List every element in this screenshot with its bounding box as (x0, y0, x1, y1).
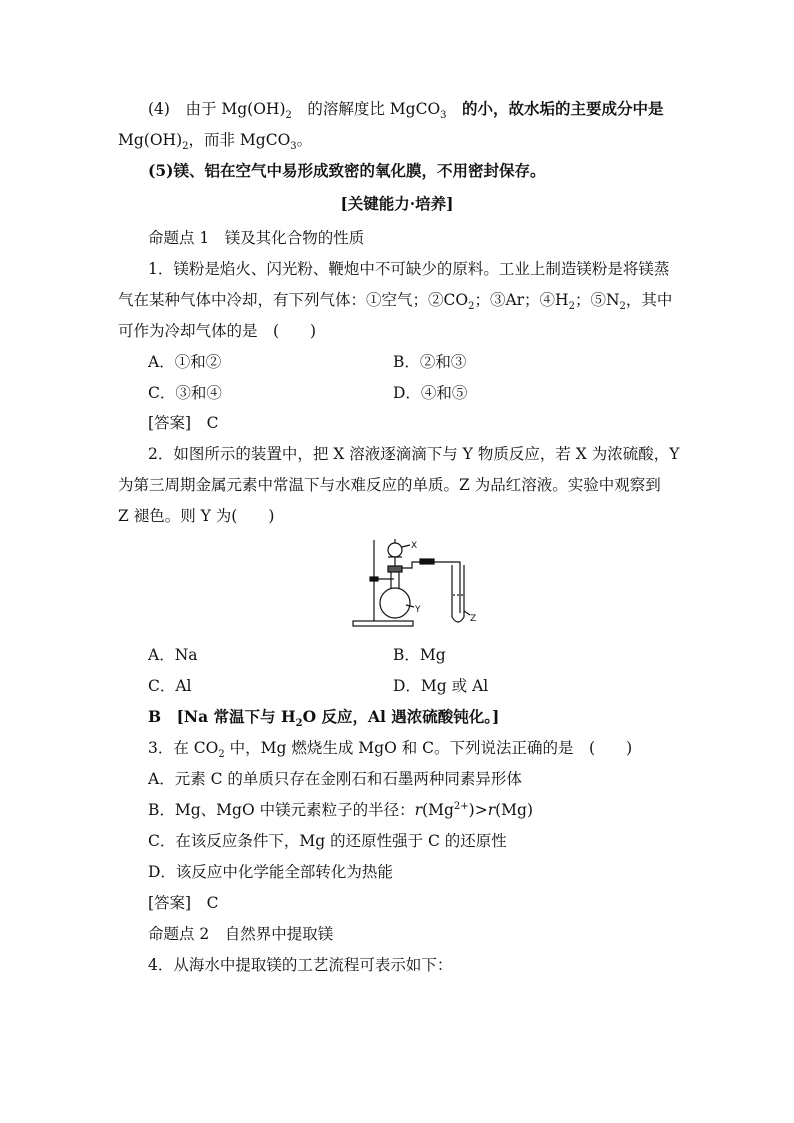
question-3-option-a: A．元素 C 的单质只存在金刚石和石墨两种同素异形体 (148, 770, 522, 788)
question-2-option-c: C．Al (148, 677, 192, 695)
question-1-answer: [答案] C (148, 414, 219, 432)
text: ，而非 MgCO (188, 131, 291, 149)
text: O 反应，Al 遇浓硫酸钝化。] (302, 707, 500, 726)
question-2-option-b: B．Mg (393, 646, 446, 664)
text: 3．在 CO (148, 739, 219, 757)
point-4-line2 (118, 130, 313, 153)
text: )> (468, 801, 488, 819)
topic-2-heading: 命题点 2 自然界中提取镁 (148, 925, 334, 943)
subscript: 2 (218, 749, 225, 761)
apparatus-figure (350, 535, 480, 635)
round-flask (380, 588, 410, 618)
question-3-option-d: D．该反应中化学能全部转化为热能 (148, 863, 393, 881)
text: (Mg) (495, 801, 533, 819)
text: r (487, 801, 496, 819)
subscript: 3 (290, 141, 297, 153)
test-tube (452, 565, 464, 622)
question-4-stem: 4．从海水中提取镁的工艺流程可表示如下： (148, 956, 453, 974)
section-title: [关键能力·培养] (340, 194, 454, 213)
question-3-answer: [答案] C (148, 894, 219, 912)
flask-stopper (388, 566, 402, 572)
text: B．Mg、MgO 中镁元素粒子的半径： (148, 801, 415, 819)
question-3-option-b (148, 800, 533, 820)
topic-1-heading: 命题点 1 镁及其化合物的性质 (148, 229, 365, 247)
question-1-option-a: A．①和② (148, 353, 222, 371)
subscript: 2 (295, 718, 303, 730)
text: (4) 由于 Mg(OH) (148, 100, 286, 118)
question-2-line3: Z 褪色。则 Y 为( ) (118, 507, 275, 525)
stand-base (353, 621, 413, 626)
question-2-line1: 2．如图所示的装置中，把 X 溶液逐滴滴下与 Y 物质反应，若 X 为浓硫酸，Y (148, 445, 680, 463)
question-2-answer (148, 707, 500, 730)
question-3-option-c: C．在该反应条件下，Mg 的还原性强于 C 的还原性 (148, 832, 507, 850)
question-1-line1: 1．镁粉是焰火、闪光粉、鞭炮中不可缺少的原料。工业上制造镁粉是将镁蒸 (148, 260, 670, 278)
text: 。 (296, 131, 313, 149)
point-4-line1 (148, 99, 664, 122)
question-2-line2: 为第三周期金属元素中常温下与水难反应的单质。Z 为品红溶液。实验中观察到 (118, 476, 661, 494)
text: r (414, 801, 423, 819)
leader-x (402, 545, 410, 547)
text: ；⑤N (574, 291, 620, 309)
subscript: 3 (440, 110, 447, 122)
text: (Mg (422, 801, 454, 819)
text: 中，Mg 燃烧生成 MgO 和 C。下列说法正确的是 ( ) (224, 739, 633, 757)
subscript: 2 (568, 301, 575, 313)
superscript: 2+ (453, 800, 469, 812)
question-2-option-d: D．Mg 或 Al (393, 677, 489, 695)
text: 的溶解度比 MgCO (291, 100, 441, 118)
text: Mg(OH) (118, 131, 183, 149)
question-1-line2 (118, 290, 673, 313)
funnel-bulb (388, 543, 402, 557)
label-x: X (411, 541, 418, 551)
label-y: Y (415, 605, 421, 615)
point-5: (5)镁、铝在空气中易形成致密的氧化膜，不用密封保存。 (148, 161, 546, 180)
text: 气在某种气体中冷却，有下列气体：①空气；②CO (118, 291, 469, 309)
label-z: Z (470, 614, 477, 624)
subscript: 2 (468, 301, 475, 313)
subscript: 2 (285, 110, 292, 122)
question-1-line3: 可作为冷却气体的是 ( ) (118, 322, 317, 340)
text: ，其中 (625, 291, 673, 309)
text: 的小，故水垢的主要成分中是 (446, 99, 664, 118)
clamp-knob (370, 577, 378, 581)
rubber-connector (420, 559, 434, 564)
question-2-option-a: A．Na (148, 646, 198, 664)
text: B [Na 常温下与 H (148, 707, 296, 726)
text: ；③Ar；④H (474, 291, 569, 309)
question-1-option-c: C．③和④ (148, 384, 222, 402)
subscript: 2 (182, 141, 189, 153)
subscript: 2 (619, 301, 626, 313)
question-1-option-d: D．④和⑤ (393, 384, 468, 402)
question-1-option-b: B．②和③ (393, 353, 467, 371)
question-3-stem (148, 738, 633, 761)
